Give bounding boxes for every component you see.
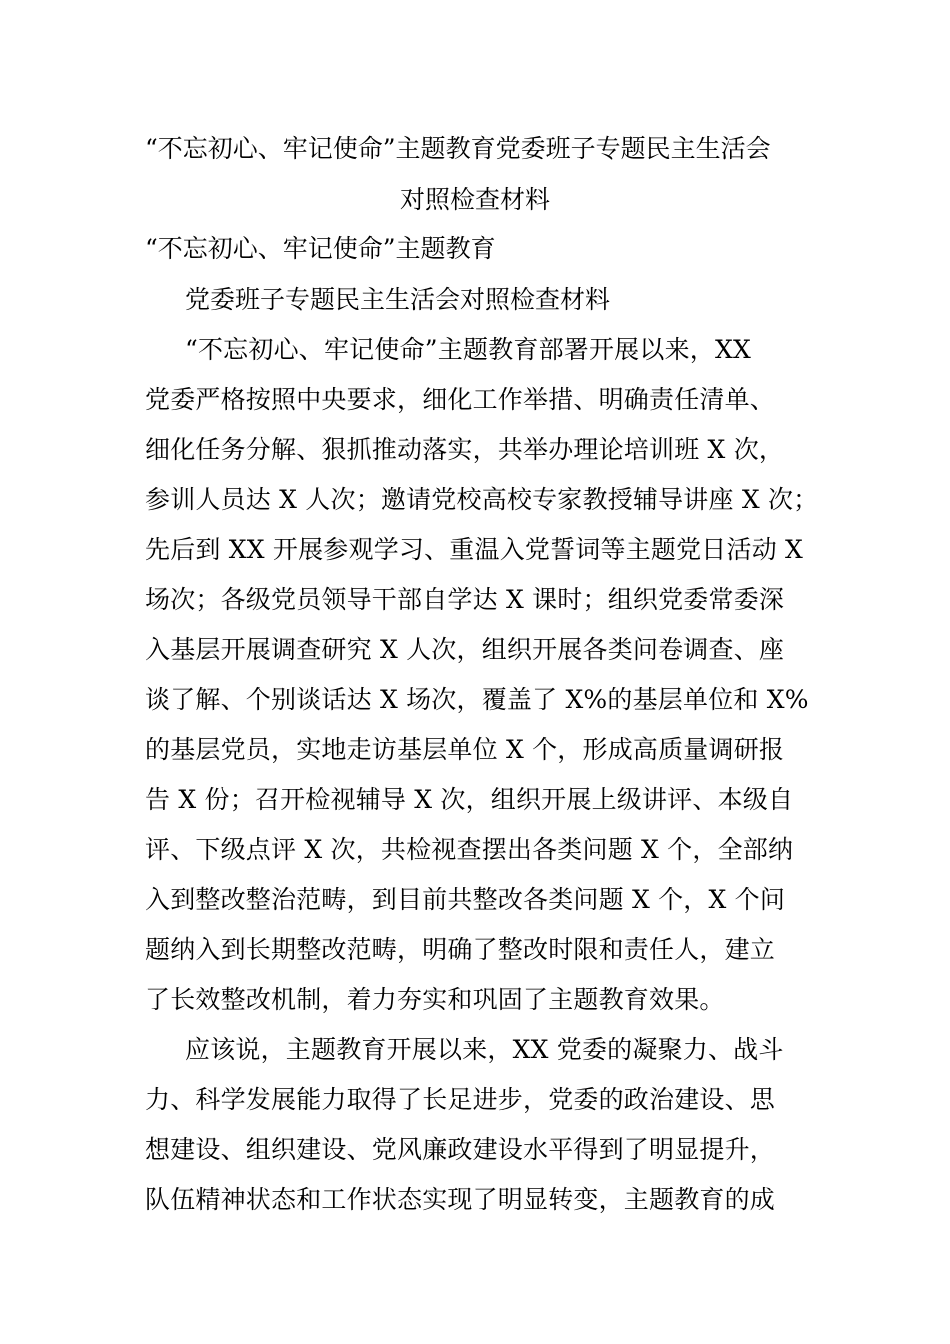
paragraph-line: 题纳入到长期整改范畴，明确了整改时限和责任人，建立 — [145, 935, 776, 964]
paragraph-line: 应该说，主题教育开展以来，XX 党委的凝聚力、战斗 — [185, 1035, 784, 1064]
paragraph-line: 谈了解、个别谈话达 X 场次，覆盖了 X%的基层单位和 X% — [145, 685, 809, 714]
paragraph-line: “不忘初心、牢记使命”主题教育部署开展以来，XX — [185, 335, 751, 364]
paragraph-line: 入到整改整治范畴，到目前共整改各类问题 X 个，X 个问 — [145, 885, 786, 914]
document-title-line-1: “不忘初心、牢记使命”主题教育党委班子专题民主生活会 — [145, 134, 771, 163]
paragraph-line: 了长效整改机制，着力夯实和巩固了主题教育效果。 — [145, 985, 725, 1014]
paragraph-line: 党委严格按照中央要求，细化工作举措、明确责任清单、 — [145, 385, 776, 414]
paragraph-line: 的基层党员，实地走访基层单位 X 个，形成高质量调研报 — [145, 735, 785, 764]
paragraph-line: 告 X 份；召开检视辅导 X 次，组织开展上级讲评、本级自 — [145, 785, 794, 814]
paragraph-line: 参训人员达 X 人次；邀请党校高校专家教授辅导讲座 X 次； — [145, 485, 819, 514]
paragraph-line: 细化任务分解、狠抓推动落实，共举办理论培训班 X 次， — [145, 435, 785, 464]
paragraph-line: 先后到 XX 开展参观学习、重温入党誓词等主题党日活动 X — [145, 535, 804, 564]
paragraph-line: 队伍精神状态和工作状态实现了明显转变，主题教育的成 — [145, 1185, 776, 1214]
document-subtitle-line-1: “不忘初心、牢记使命”主题教育 — [145, 234, 496, 263]
paragraph-line: 力、科学发展能力取得了长足进步，党委的政治建设、思 — [145, 1085, 776, 1114]
paragraph-line: 想建设、组织建设、党风廉政建设水平得到了明显提升， — [145, 1135, 776, 1164]
document-subtitle-line-2: 党委班子专题民主生活会对照检查材料 — [185, 285, 611, 314]
paragraph-line: 评、下级点评 X 次，共检视查摆出各类问题 X 个，全部纳 — [145, 835, 794, 864]
paragraph-line: 入基层开展调查研究 X 人次，组织开展各类问卷调查、座 — [145, 635, 785, 664]
document-title-line-2: 对照检查材料 — [399, 185, 550, 214]
paragraph-line: 场次；各级党员领导干部自学达 X 课时；组织党委常委深 — [145, 585, 785, 614]
